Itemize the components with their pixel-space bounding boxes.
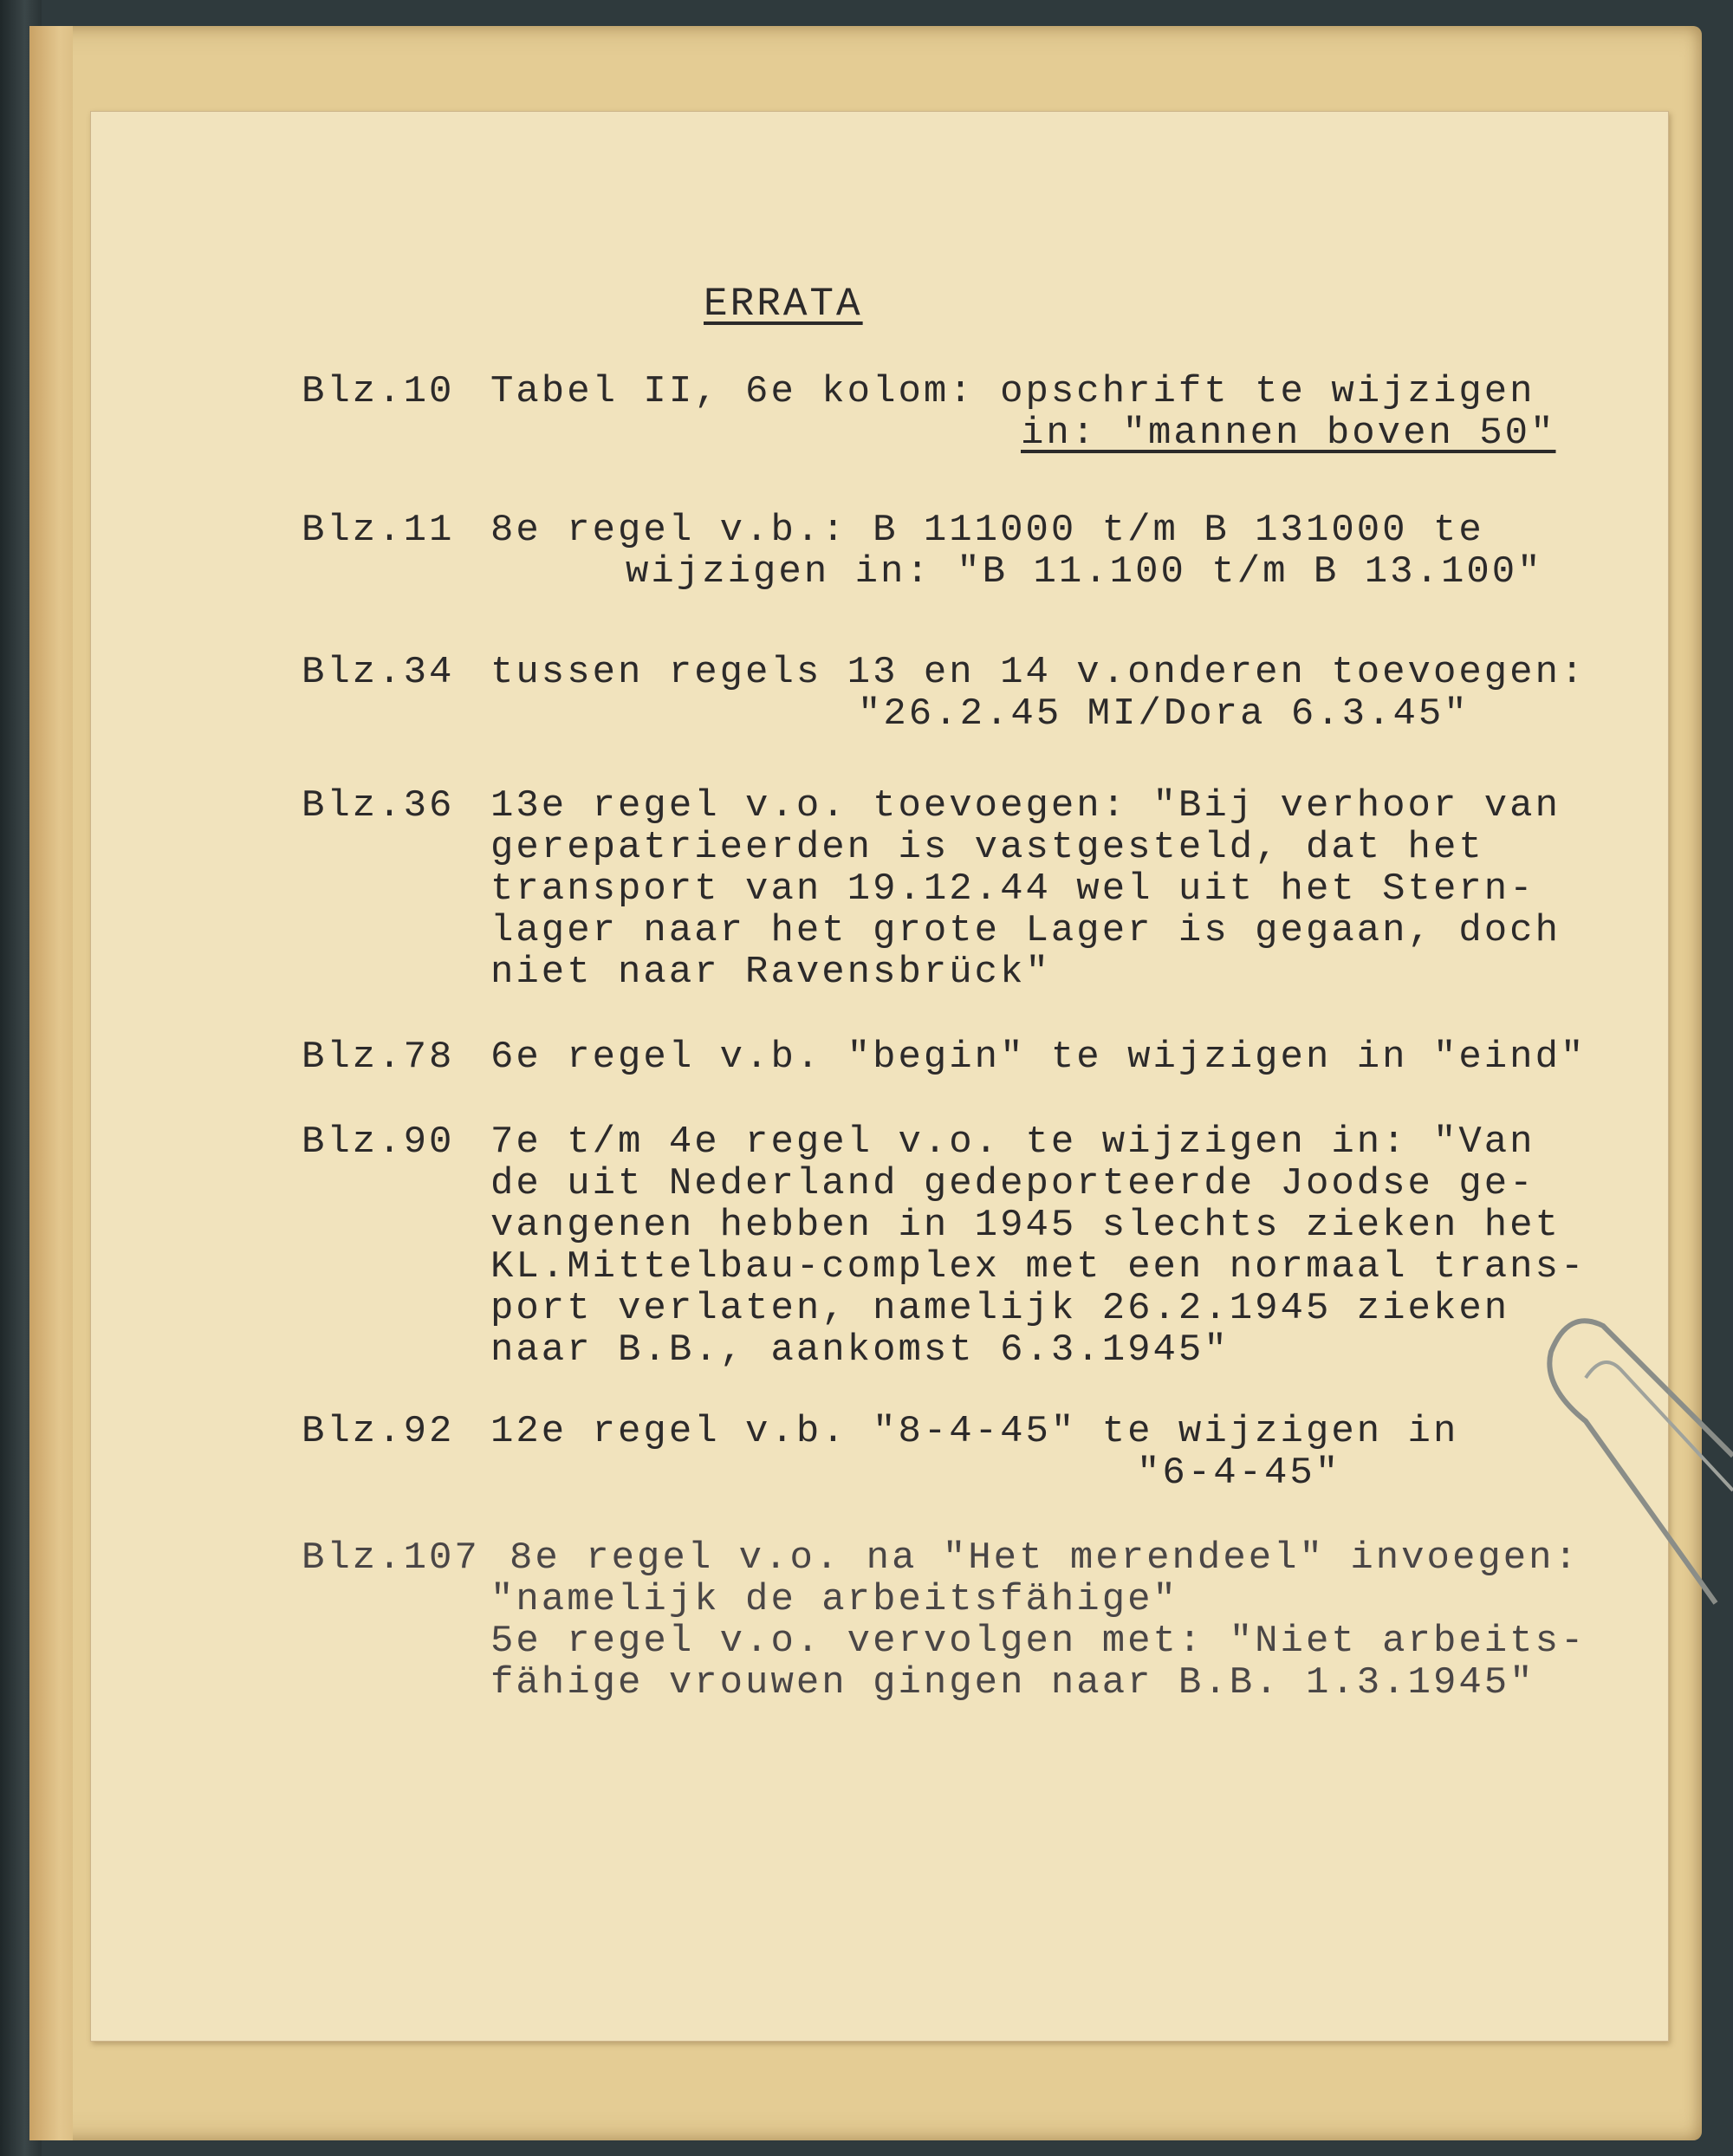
entry-line: 6e regel v.b. "begin" te wijzigen in "eind"	[490, 1036, 1587, 1079]
entry-line: "6-4-45"	[1137, 1451, 1341, 1495]
entry-line: port verlaten, namelijk 26.2.1945 zieken	[490, 1287, 1510, 1330]
entry-line: 7e t/m 4e regel v.o. te wijzigen in: "Van	[490, 1120, 1535, 1164]
entry-page-ref: Blz.11	[302, 509, 455, 552]
entry-page-ref: Blz.78	[302, 1036, 455, 1079]
entry-page-ref: Blz.107	[302, 1536, 480, 1580]
entry-line: lager naar het grote Lager is gegaan, doch	[490, 909, 1561, 952]
page-binding	[29, 26, 73, 2140]
entry-line: naar B.B., aankomst 6.3.1945"	[490, 1328, 1230, 1372]
entry-page-ref: Blz.36	[302, 784, 455, 828]
entry-line: de uit Nederland gedeporteerde Joodse ge-	[490, 1162, 1535, 1205]
entry-line: transport van 19.12.44 wel uit het Stern-	[490, 867, 1535, 911]
entry-line: tussen regels 13 en 14 v.onderen toevoegen:	[490, 651, 1587, 694]
entry-line: KL.Mittelbau-complex met een normaal trans-	[490, 1245, 1587, 1289]
entry-line: 13e regel v.o. toevoegen: "Bij verhoor van	[490, 784, 1561, 828]
entry-line: 5e regel v.o. vervolgen met: "Niet arbeits-	[490, 1620, 1587, 1663]
entry-line: vangenen hebben in 1945 slechts zieken het	[490, 1204, 1561, 1247]
entry-line: "26.2.45 MI/Dora 6.3.45"	[858, 692, 1470, 736]
entry-line: gerepatrieerden is vastgesteld, dat het	[490, 826, 1484, 869]
entry-line: 12e regel v.b. "8-4-45" te wijzigen in	[490, 1410, 1459, 1453]
entry-page-ref: Blz.34	[302, 651, 455, 694]
entry-page-ref: Blz.92	[302, 1410, 455, 1453]
entry-page-ref: Blz.10	[302, 370, 455, 413]
page-title: ERRATA	[704, 282, 863, 327]
entry-line: 8e regel v.b.: B 111000 t/m B 131000 te	[490, 509, 1484, 552]
entry-line: niet naar Ravensbrück"	[490, 951, 1051, 994]
entry-line: wijzigen in: "B 11.100 t/m B 13.100"	[626, 550, 1543, 594]
entry-line: 8e regel v.o. na "Het merendeel" invoegen:	[510, 1536, 1580, 1580]
entry-line: "namelijk de arbeitsfähige"	[490, 1578, 1178, 1621]
entry-page-ref: Blz.90	[302, 1120, 455, 1164]
entry-line: fähige vrouwen gingen naar B.B. 1.3.1945"	[490, 1661, 1535, 1705]
entry-line: Tabel II, 6e kolom: opschrift te wijzigen	[490, 370, 1535, 413]
entry-line: in: "mannen boven 50"	[1021, 412, 1556, 455]
